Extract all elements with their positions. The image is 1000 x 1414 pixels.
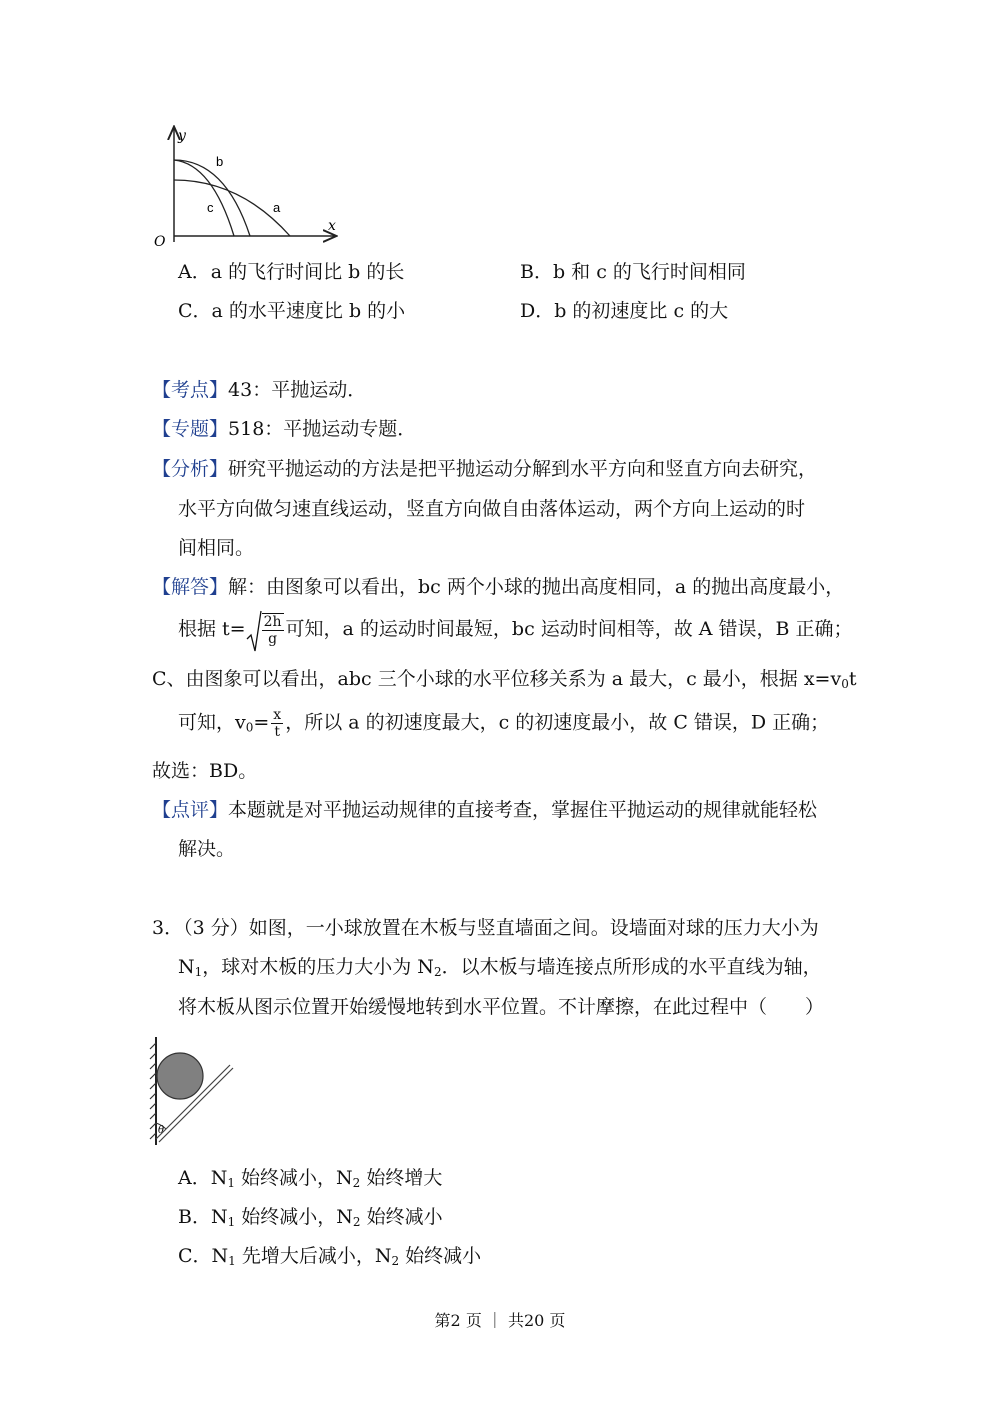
jieda-line-2 (178, 613, 853, 647)
ball (157, 1053, 203, 1099)
q3-option-b (178, 1204, 443, 1235)
jieda-text-3a: C、由图象可以看出，abc 三个小球的水平位移关系为 a 最大，c 最小，根据 x=v (152, 668, 842, 690)
fenxi-tag: 【分析】 (152, 458, 229, 480)
q3-text-post: ．以木板与墙连接点所形成的水平直线为轴， (441, 956, 822, 978)
q3-line-2 (178, 954, 822, 985)
q3-n1-sub: 1 (194, 965, 203, 979)
curve-c-label: c (207, 200, 214, 215)
jieda-eq-4: = (253, 711, 270, 734)
sqrt-numerator: 2h (263, 614, 282, 630)
dianping-line-1 (152, 797, 817, 823)
q3-option-a (178, 1165, 442, 1196)
jieda-tag: 【解答】 (152, 576, 229, 598)
sqrt-denominator: g (268, 631, 278, 647)
q3-option-a-post: 始终增大 (360, 1167, 443, 1189)
kaodian-line (152, 377, 366, 403)
q3-option-c (178, 1243, 481, 1274)
sqrt-sign (246, 609, 262, 655)
q3-option-b-sub1: 1 (227, 1215, 236, 1229)
kaodian-tag: 【考点】 (152, 379, 229, 401)
q3-n2-sub: 2 (433, 965, 442, 979)
jieda-sub-4: 0 (245, 720, 254, 735)
fenxi-text-1: 研究平抛运动的方法是把平抛运动分解到水平方向和竖直方向去研究， (228, 458, 818, 480)
ball-board-diagram (140, 1035, 250, 1150)
q3-option-b-post: 始终减小 (360, 1206, 443, 1228)
q3-option-b-pre: B．N (178, 1206, 228, 1228)
curve-b (174, 160, 250, 236)
q3-option-a-sub1: 1 (227, 1176, 235, 1190)
y-axis-label: y (178, 128, 186, 144)
q3-n1: N (178, 956, 195, 978)
curve-b-label: b (216, 154, 224, 169)
zhuanti-text: 518：平抛运动专题． (228, 418, 417, 440)
q3-line-1: 3．（3 分）如图，一小球放置在木板与竖直墙面之间。设墙面对球的压力大小为 (152, 917, 819, 939)
jieda-line-4 (178, 707, 829, 741)
option-b: B．b 和 c 的飞行时间相同 (520, 261, 746, 283)
jieda-line-1 (152, 574, 844, 600)
q3-option-c-mid: 先增大后减小，N (235, 1245, 392, 1267)
jieda-text-3b: t (848, 668, 857, 690)
q3-option-c-pre: C．N (178, 1245, 229, 1267)
fenxi-line-2: 水平方向做匀速直线运动，竖直方向做自由落体运动，两个方向上运动的时 (178, 498, 806, 520)
q3-option-c-sub1: 1 (228, 1254, 236, 1268)
dianping-text-1: 本题就是对平抛运动规律的直接考查，掌握住平抛运动的规律就能轻松 (228, 799, 818, 821)
origin-label: O (154, 234, 166, 250)
trajectory-diagram (140, 120, 350, 255)
q3-option-b-sub2: 2 (352, 1215, 361, 1229)
dianping-line-2: 解决。 (178, 838, 236, 860)
jieda-text-1: 解：由图象可以看出，bc 两个小球的抛出高度相同，a 的抛出高度最小， (228, 576, 845, 598)
dianping-tag: 【点评】 (152, 799, 229, 821)
zhuanti-line (152, 416, 416, 442)
trajectory-figure (140, 120, 350, 255)
x-axis-label: x (328, 218, 336, 234)
q3-option-a-sub2: 2 (352, 1176, 361, 1190)
jieda-line-3 (152, 666, 857, 697)
jieda-sub-3: 0 (841, 677, 849, 691)
page-footer: 第2 页 ｜ 共20 页 (434, 1311, 566, 1330)
fenxi-line-1 (152, 456, 817, 482)
fenxi-line-3: 间相同。 (178, 537, 255, 559)
q3-option-c-sub2: 2 (391, 1254, 400, 1268)
curve-a-label: a (273, 200, 281, 215)
sqrt-formula (246, 613, 286, 647)
q3-option-a-pre: A．N (178, 1167, 228, 1189)
option-d: D．b 的初速度比 c 的大 (520, 300, 729, 322)
q3-text-mid: ，球对木板的压力大小为 N (202, 956, 434, 978)
jieda-text-4b: ，所以 a 的初速度最大，c 的初速度最小，故 C 错误，D 正确； (285, 711, 830, 734)
q3-option-a-mid: 始终减小，N (235, 1167, 353, 1189)
q3-option-c-post: 始终减小 (399, 1245, 482, 1267)
theta-label: θ (158, 1125, 165, 1136)
fraction-denominator: t (274, 724, 281, 740)
velocity-fraction (271, 707, 283, 740)
option-a: A．a 的飞行时间比 b 的长 (178, 261, 405, 283)
jieda-text-2a: 根据 t= (178, 618, 246, 640)
jieda-line-5: 故选：BD。 (152, 760, 258, 782)
q3-option-b-mid: 始终减小，N (235, 1206, 353, 1228)
fraction-numerator: x (273, 707, 282, 723)
jieda-text-4a: 可知，v (178, 711, 246, 734)
option-c: C．a 的水平速度比 b 的小 (178, 300, 406, 322)
ball-board-figure (140, 1035, 250, 1150)
q3-line-3: 将木板从图示位置开始缓慢地转到水平位置。不计摩擦，在此过程中（ ） (178, 996, 825, 1018)
jieda-text-2b: 可知，a 的运动时间最短，bc 运动时间相等，故 A 错误，B 正确； (285, 618, 853, 640)
curve-c (174, 160, 234, 236)
zhuanti-tag: 【专题】 (152, 418, 229, 440)
kaodian-text: 43：平抛运动． (228, 379, 367, 401)
